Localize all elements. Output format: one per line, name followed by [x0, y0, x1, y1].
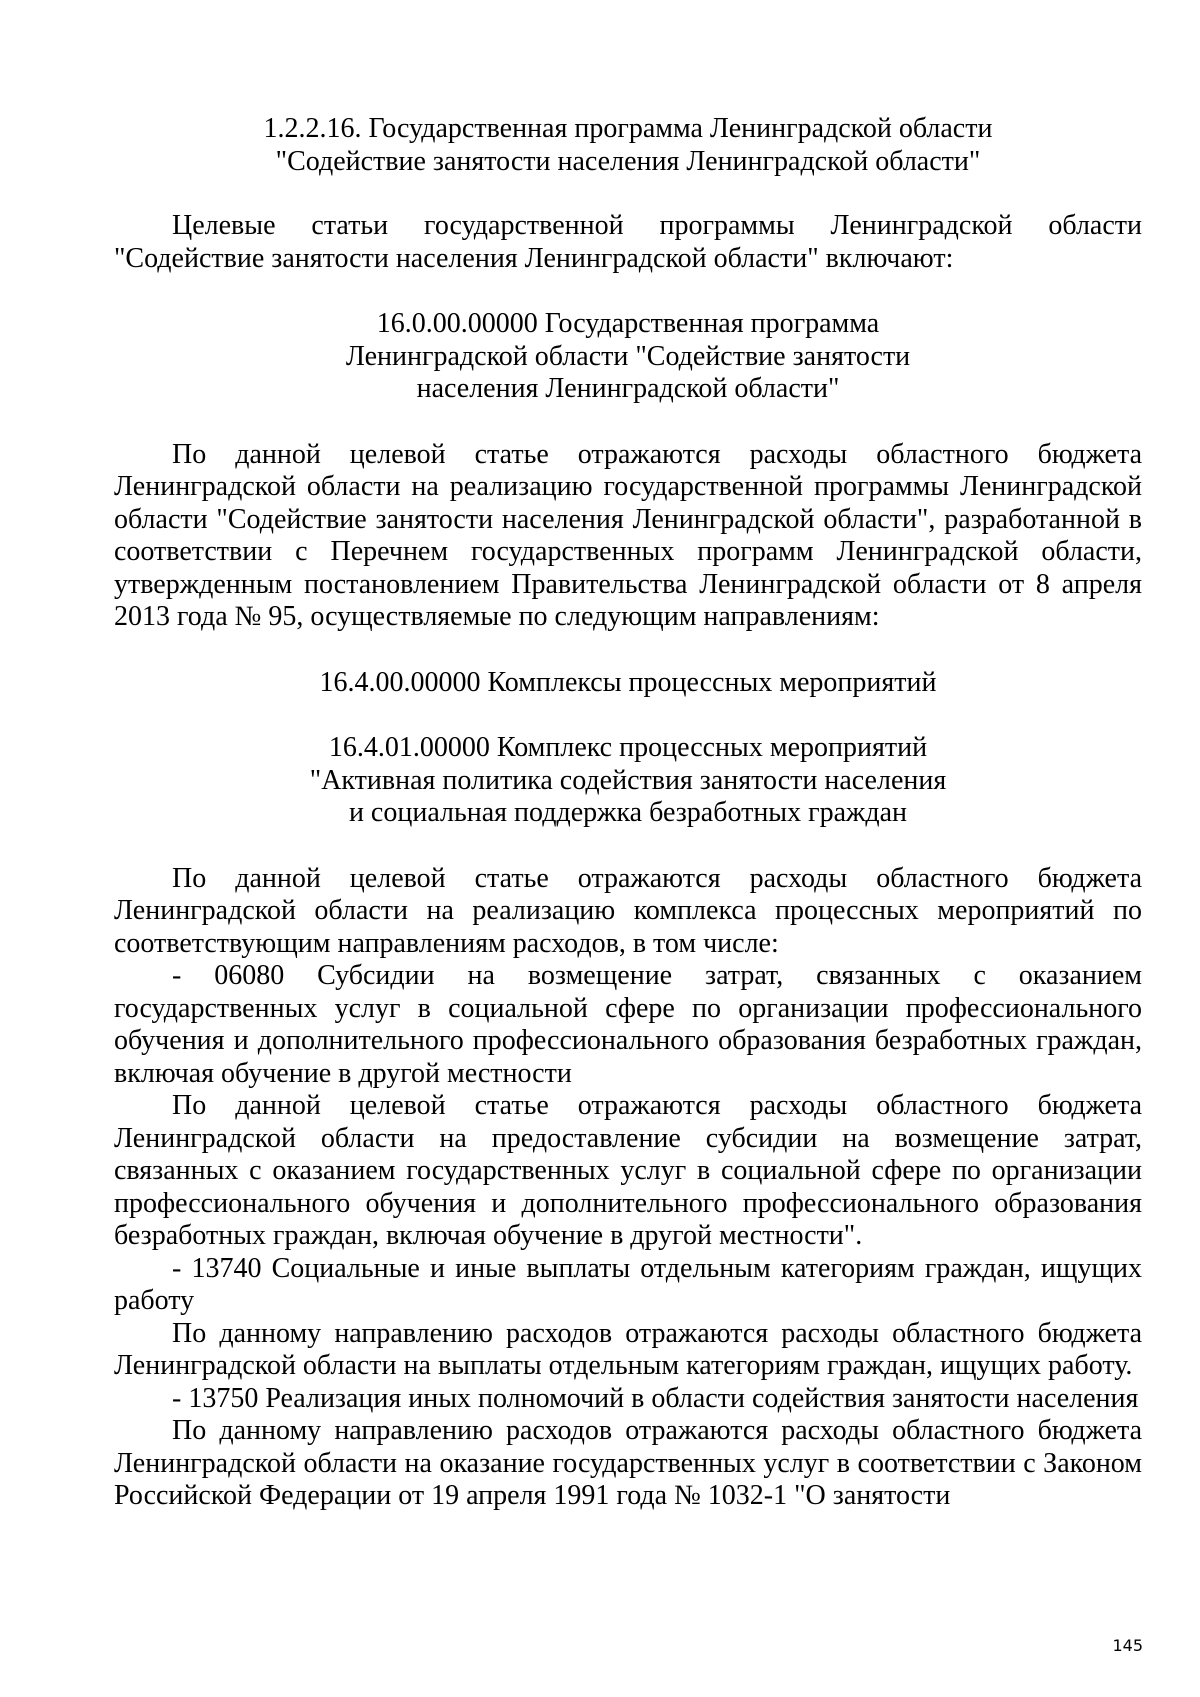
direction-title: - 13750 Реализация иных полномочий в области содействия занятости населения [172, 1382, 1139, 1414]
program-title-line: населения Ленинградской области" [416, 373, 840, 404]
intro-paragraph: Целевые статьи государственной программы Ленинградской области "Содействие занятости населения Ленинградской области" включают: [114, 210, 1142, 274]
program-title-line: Ленинградской области "Содействие занятости [345, 340, 911, 372]
complexes-title: 16.4.00.00000 Комплексы процессных мероприятий [319, 666, 937, 698]
complex-title [114, 732, 1142, 830]
page-content [114, 113, 1142, 1513]
complex-title-line: и социальная поддержка безработных граждан [348, 797, 908, 828]
complex-title-line: 16.4.01.00000 Комплекс процессных мероприятий [328, 732, 928, 763]
direction-description: По данному направлению расходов отражаются расходы областного бюджета Ленинградской области на выплаты отдельным категориям граждан, ищущих работу. [114, 1317, 1142, 1381]
section-heading [114, 113, 1142, 178]
program-title [114, 308, 1142, 406]
program-description-paragraph: По данной целевой статье отражаются расходы областного бюджета Ленинградской области на реализацию государственной программы Ленинградской области "Содействие занятости населения Ленинградской области", разработанной в соответствии с Перечнем государственных программ Ленинградской области, утвержденным постановлением Правительства Ленинградской области от 8 апреля 2013 года № 95, осуществляемые по следующим направлениям: [114, 438, 1142, 632]
complex-description-paragraph: По данной целевой статье отражаются расходы областного бюджета Ленинградской области на реализацию комплекса процессных мероприятий по соответствующим направлениям расходов, в том числе: [114, 862, 1142, 959]
direction-description: По данной целевой статье отражаются расходы областного бюджета Ленинградской области на предоставление субсидии на возмещение затрат, связанных с оказанием государственных услуг в социальной сфере по организации профессионального обучения и дополнительного профессионального образования безработных граждан, включая обучение в другой местности". [114, 1090, 1142, 1251]
section-heading-line: "Содействие занятости населения Ленинградской области" [275, 145, 981, 177]
section-heading-line: 1.2.2.16. Государственная программа Ленинградской области [263, 113, 993, 144]
direction-description: По данному направлению расходов отражаются расходы областного бюджета Ленинградской области на оказание государственных услуг в соответствии с Законом Российской Федерации от 19 апреля 1991 года № 1032-1 "О занятости [114, 1415, 1142, 1511]
program-title-line: 16.0.00.00000 Государственная программа [376, 308, 880, 339]
complex-title-line: "Активная политика содействия занятости населения [309, 764, 947, 796]
page-number: 145 [1112, 1636, 1143, 1655]
direction-title: - 13740 Социальные и иные выплаты отдельным категориям граждан, ищущих работу [114, 1252, 1142, 1316]
direction-title: - 06080 Субсидии на возмещение затрат, связанных с оказанием государственных услуг в социальной сфере по организации профессионального обучения и дополнительного профессионального образования безработных граждан, включая обучение в другой местности [114, 960, 1142, 1089]
